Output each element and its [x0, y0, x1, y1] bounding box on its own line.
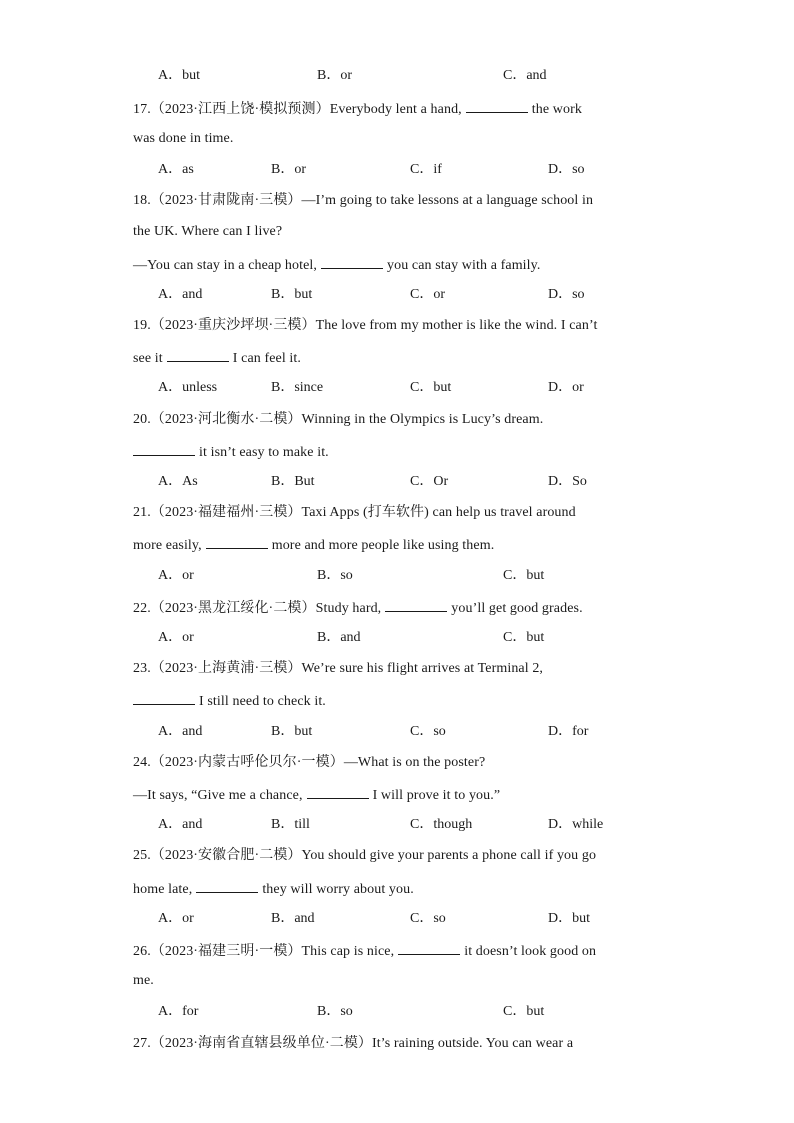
q20-stem-line1: 20.（2023·河北衡水·二模）Winning in the Olympics is Lucy’s dream.	[133, 412, 544, 427]
q26-options	[0, 1002, 794, 1022]
q18-option-b[interactable]: B．but	[271, 287, 313, 302]
q24-options	[0, 815, 794, 835]
q23-stem-line2: I still need to check it.	[133, 690, 673, 712]
q25-option-d[interactable]: D．but	[548, 911, 590, 926]
q18-stem-line2: the UK. Where can I live?	[133, 224, 283, 239]
q20-option-d[interactable]: D．So	[548, 474, 587, 489]
q26-stem-line1: 26.（2023·福建三明·一模）This cap is nice, it doesn’t look good on	[133, 940, 673, 962]
q18-options	[0, 285, 794, 305]
q25-options	[0, 909, 794, 929]
q16-option-c[interactable]: C．and	[503, 68, 547, 83]
q20-stem-line2: it isn’t easy to make it.	[133, 441, 673, 463]
q24-option-d[interactable]: D．while	[548, 817, 604, 832]
q24-stem-line1: 24.（2023·内蒙古呼伦贝尔·一模）—What is on the poster?	[133, 755, 486, 770]
q26-option-c[interactable]: C．but	[503, 1004, 545, 1019]
q25-option-c[interactable]: C．so	[410, 911, 446, 926]
q17-option-c[interactable]: C．if	[410, 162, 442, 177]
q19-blank[interactable]	[167, 347, 229, 362]
q18-stem-line1: 18.（2023·甘肃陇南·三模）—I’m going to take lessons at a language school in	[133, 193, 594, 208]
q17-option-b[interactable]: B．or	[271, 162, 306, 177]
q22-option-c[interactable]: C．but	[503, 630, 545, 645]
q24-blank[interactable]	[307, 784, 369, 799]
q23-options	[0, 722, 794, 742]
q17-stem-line1: 17.（2023·江西上饶·模拟预测）Everybody lent a hand, the work	[133, 98, 673, 120]
q21-stem-line2: more easily, more and more people like using them.	[133, 534, 673, 556]
q24-option-b[interactable]: B．till	[271, 817, 310, 832]
q26-option-a[interactable]: A．for	[158, 1004, 199, 1019]
q19-option-b[interactable]: B．since	[271, 380, 324, 395]
q26-stem-line2: me.	[133, 973, 154, 988]
q22-option-b[interactable]: B．and	[317, 630, 361, 645]
q17-options	[0, 160, 794, 180]
q21-options	[0, 566, 794, 586]
q24-stem-line2: —It says, “Give me a chance, I will prove it to you.”	[133, 784, 673, 806]
q25-option-a[interactable]: A．or	[158, 911, 194, 926]
q17-option-d[interactable]: D．so	[548, 162, 585, 177]
q17-blank[interactable]	[466, 98, 528, 113]
q16-option-b[interactable]: B．or	[317, 68, 352, 83]
q20-option-a[interactable]: A．As	[158, 474, 198, 489]
q25-option-b[interactable]: B．and	[271, 911, 315, 926]
q22-blank[interactable]	[385, 597, 447, 612]
q27-stem-line1: 27.（2023·海南省直辖县级单位·二模）It’s raining outside. You can wear a	[133, 1036, 574, 1051]
q23-stem-line1: 23.（2023·上海黄浦·三模）We’re sure his flight arrives at Terminal 2,	[133, 661, 544, 676]
q19-stem-line2: see it I can feel it.	[133, 347, 673, 369]
q21-stem-line1: 21.（2023·福建福州·三模）Taxi Apps (打车软件) can help us travel around	[133, 505, 576, 520]
q16-option-a[interactable]: A．but	[158, 68, 200, 83]
q18-option-d[interactable]: D．so	[548, 287, 585, 302]
q19-options	[0, 378, 794, 398]
q18-option-a[interactable]: A．and	[158, 287, 203, 302]
q19-stem-line1: 19.（2023·重庆沙坪坝·三模）The love from my mother is like the wind. I can’t	[133, 318, 598, 333]
q20-blank[interactable]	[133, 441, 195, 456]
q26-option-b[interactable]: B．so	[317, 1004, 353, 1019]
q23-option-d[interactable]: D．for	[548, 724, 589, 739]
q22-options	[0, 628, 794, 648]
q21-blank[interactable]	[206, 534, 268, 549]
q22-stem-line1: 22.（2023·黑龙江绥化·二模）Study hard, you’ll get good grades.	[133, 597, 673, 619]
q23-option-b[interactable]: B．but	[271, 724, 313, 739]
q24-option-c[interactable]: C．though	[410, 817, 473, 832]
q23-option-a[interactable]: A．and	[158, 724, 203, 739]
q21-option-a[interactable]: A．or	[158, 568, 194, 583]
q22-option-a[interactable]: A．or	[158, 630, 194, 645]
q19-option-c[interactable]: C．but	[410, 380, 452, 395]
q17-option-a[interactable]: A．as	[158, 162, 194, 177]
q18-option-c[interactable]: C．or	[410, 287, 445, 302]
q18-blank[interactable]	[321, 254, 383, 269]
q19-option-a[interactable]: A．unless	[158, 380, 218, 395]
q21-option-c[interactable]: C．but	[503, 568, 545, 583]
q17-stem-line2: was done in time.	[133, 131, 234, 146]
q26-blank[interactable]	[398, 940, 460, 955]
q21-option-b[interactable]: B．so	[317, 568, 353, 583]
q18-stem-line3: —You can stay in a cheap hotel, you can stay with a family.	[133, 254, 673, 276]
q23-option-c[interactable]: C．so	[410, 724, 446, 739]
q24-option-a[interactable]: A．and	[158, 817, 203, 832]
q23-blank[interactable]	[133, 690, 195, 705]
q20-option-c[interactable]: C．Or	[410, 474, 449, 489]
q20-options	[0, 472, 794, 492]
q19-option-d[interactable]: D．or	[548, 380, 584, 395]
q20-option-b[interactable]: B．But	[271, 474, 315, 489]
q16-options	[0, 66, 794, 86]
q25-stem-line2: home late, they will worry about you.	[133, 878, 673, 900]
q25-stem-line1: 25.（2023·安徽合肥·二模）You should give your parents a phone call if you go	[133, 848, 597, 863]
q25-blank[interactable]	[196, 878, 258, 893]
